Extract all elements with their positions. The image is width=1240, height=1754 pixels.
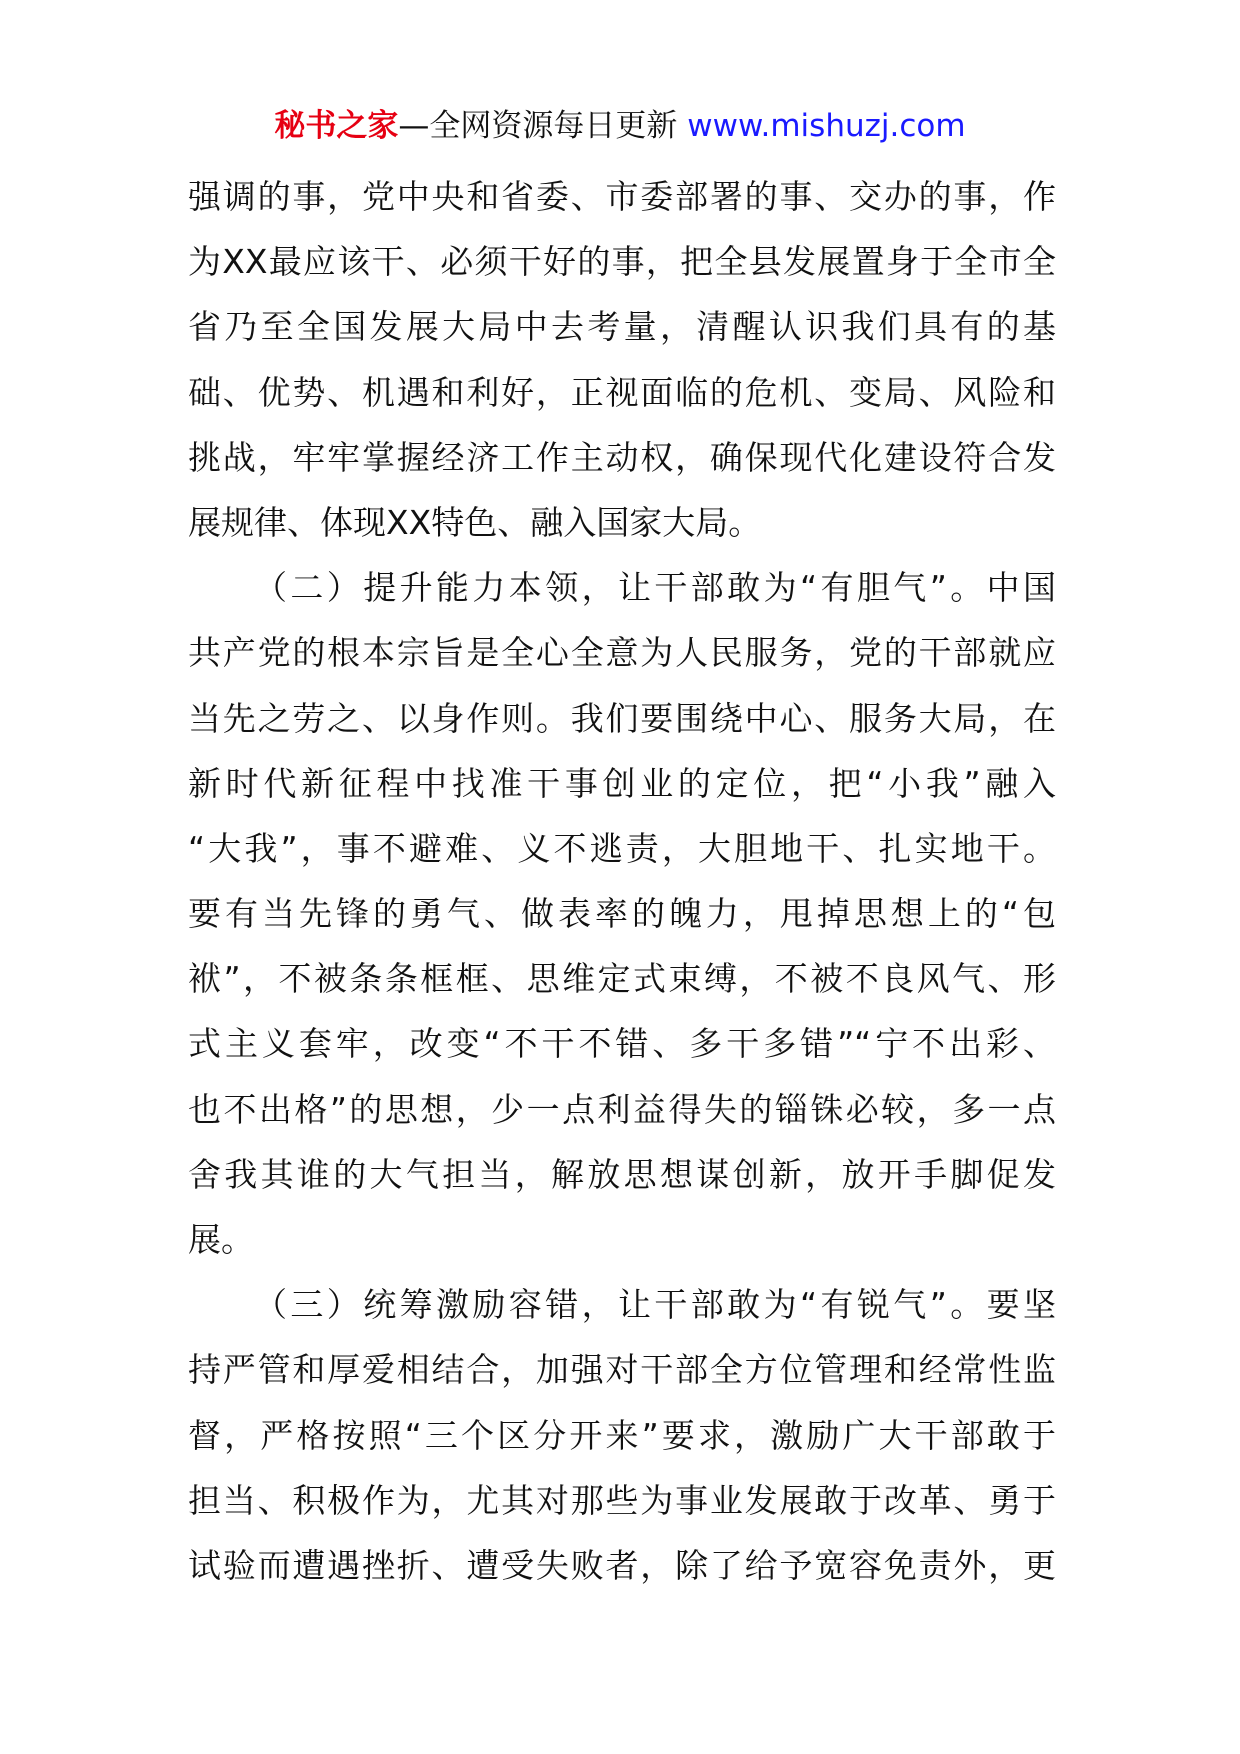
text-line: 也不出格”的思想，少一点利益得失的锱铢必较，多一点 [188, 1089, 1056, 1129]
text-line: “大我”，事不避难、义不逃责，大胆地干、扎实地干。 [188, 828, 1056, 868]
document-body [188, 164, 1056, 1598]
text-line: 试验而遭遇挫折、遭受失败者，除了给予宽容免责外，更 [188, 1545, 1056, 1585]
text-line: 挑战，牢牢掌握经济工作主动权，确保现代化建设符合发 [188, 437, 1056, 477]
text-line: 担当、积极作为，尤其对那些为事业发展敢于改革、勇于 [188, 1480, 1056, 1520]
text-line: 共产党的根本宗旨是全心全意为人民服务，党的干部就应 [188, 633, 1056, 673]
text-line: 当先之劳之、以身作则。我们要围绕中心、服务大局，在 [188, 698, 1056, 738]
text-line: 展规律、体现XX特色、融入国家大局。 [188, 502, 762, 542]
text-line: 础、优势、机遇和利好，正视面临的危机、变局、风险和 [188, 372, 1056, 412]
text-line: 式主义套牢，改变“不干不错、多干多错”“宁不出彩、 [188, 1024, 1056, 1064]
text-line: 强调的事，党中央和省委、市委部署的事、交办的事，作 [188, 177, 1056, 216]
text-line: 持严管和厚爱相结合，加强对干部全方位管理和经常性监 [188, 1350, 1056, 1390]
text-line: 为XX最应该干、必须干好的事，把全县发展置身于全市全 [188, 242, 1056, 282]
section-heading-3: （三）统筹激励容错，让干部敢为“有锐气”。要坚 [254, 1285, 1056, 1325]
site-slogan: —全网资源每日更新 [398, 108, 678, 144]
site-brand: 秘书之家 [274, 108, 399, 144]
text-line: 舍我其谁的大气担当，解放思想谋创新，放开手脚促发 [188, 1154, 1056, 1194]
site-url-link[interactable]: www.mishuzj.com [687, 108, 966, 144]
text-line: 新时代新征程中找准干事创业的定位，把“小我”融入 [188, 763, 1056, 803]
site-header [0, 104, 1240, 148]
section-heading-2: （二）提升能力本领，让干部敢为“有胆气”。中国 [254, 568, 1056, 608]
text-line: 袱”，不被条条框框、思维定式束缚，不被不良风气、形 [188, 959, 1056, 999]
text-line: 省乃至全国发展大局中去考量，清醒认识我们具有的基 [188, 307, 1056, 347]
text-line: 要有当先锋的勇气、做表率的魄力，甩掉思想上的“包 [188, 894, 1056, 934]
text-line: 督，严格按照“三个区分开来”要求，激励广大干部敢于 [188, 1415, 1056, 1455]
text-line: 展。 [188, 1220, 254, 1259]
